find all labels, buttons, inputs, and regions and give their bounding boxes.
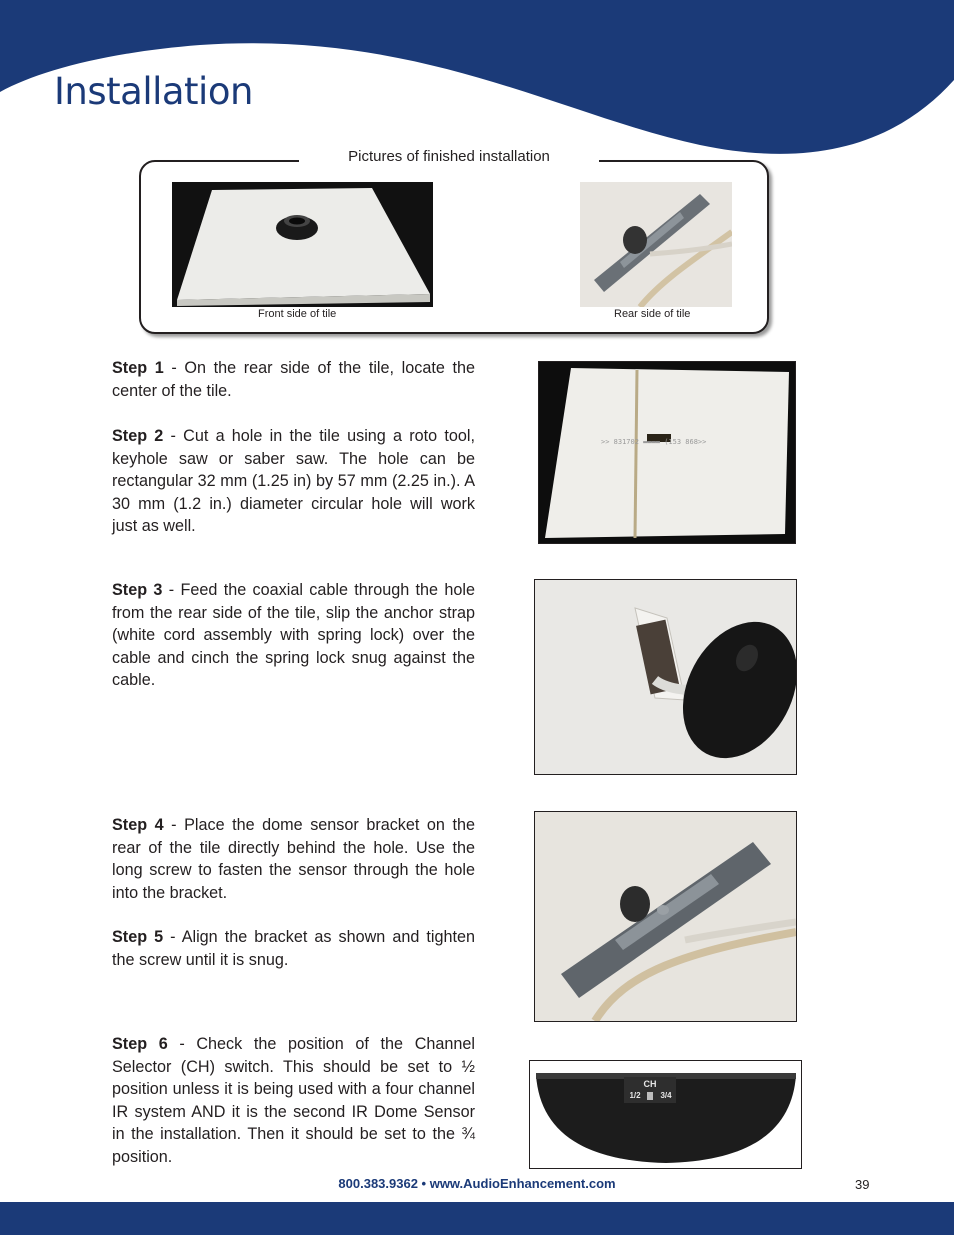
step-3-paragraph <box>112 579 475 692</box>
step-6-label: Step 6 <box>112 1035 168 1053</box>
cable-feed-photo <box>534 579 797 775</box>
switch-ch-label: CH <box>643 1079 657 1089</box>
step-1-text: - On the rear side of the tile, locate the center of the tile. <box>112 359 475 400</box>
rear-tile-caption: Rear side of tile <box>614 308 691 320</box>
tile-center-photo <box>538 361 796 544</box>
front-tile-caption: Front side of tile <box>258 308 337 320</box>
step-4-label: Step 4 <box>112 816 164 834</box>
tile-marking-text: >> 831702 ▬▬▬▬ (153 868>> <box>601 438 707 446</box>
step-5-label: Step 5 <box>112 928 164 946</box>
step-4-paragraph <box>112 814 475 904</box>
bracket-photo <box>534 811 797 1022</box>
footer-contact: 800.383.9362 • www.AudioEnhancement.com <box>338 1176 616 1191</box>
footer-bar <box>0 1202 954 1235</box>
channel-switch-photo <box>529 1060 802 1169</box>
step-6-paragraph <box>112 1033 475 1168</box>
step-1-label: Step 1 <box>112 359 164 377</box>
page-number: 39 <box>855 1177 870 1192</box>
rear-tile-photo <box>580 182 732 307</box>
step-3-label: Step 3 <box>112 581 163 599</box>
step-4-text: - Place the dome sensor bracket on the rear of the tile directly behind the hole. Use the long screw to fasten the sensor through the hole into the bracket. <box>112 816 475 902</box>
step-5-paragraph <box>112 926 475 971</box>
step-2-paragraph <box>112 425 475 538</box>
step-2-label: Step 2 <box>112 427 164 445</box>
switch-quarter-label: 3/4 <box>660 1091 672 1100</box>
step-2-text: - Cut a hole in the tile using a roto tool, keyhole saw or saber saw. The hole can be rectangular 32 mm (1.25 in) by 57 mm (2.25 in.). A 30 mm (1.2 in.) diameter circular hole will work just as well. <box>112 427 475 535</box>
front-tile-photo <box>172 182 433 307</box>
step-5-text: - Align the bracket as shown and tighten the screw until it is snug. <box>112 928 475 969</box>
step-6-text: - Check the position of the Channel Selector (CH) switch. This should be set to ½ position unless it is being used with a four channel IR system AND it is the second IR Dome Sensor in the installation. Then it should be set to the ¾ position. <box>112 1035 475 1166</box>
page-title: Installation <box>54 70 253 113</box>
gallery-caption: Pictures of finished installation <box>299 147 599 167</box>
switch-half-label: 1/2 <box>629 1091 641 1100</box>
step-3-text: - Feed the coaxial cable through the hole from the rear side of the tile, slip the anchor strap (white cord assembly with spring lock) over the cable and cinch the spring lock snug against the cable. <box>112 581 475 689</box>
step-1-paragraph <box>112 357 475 402</box>
